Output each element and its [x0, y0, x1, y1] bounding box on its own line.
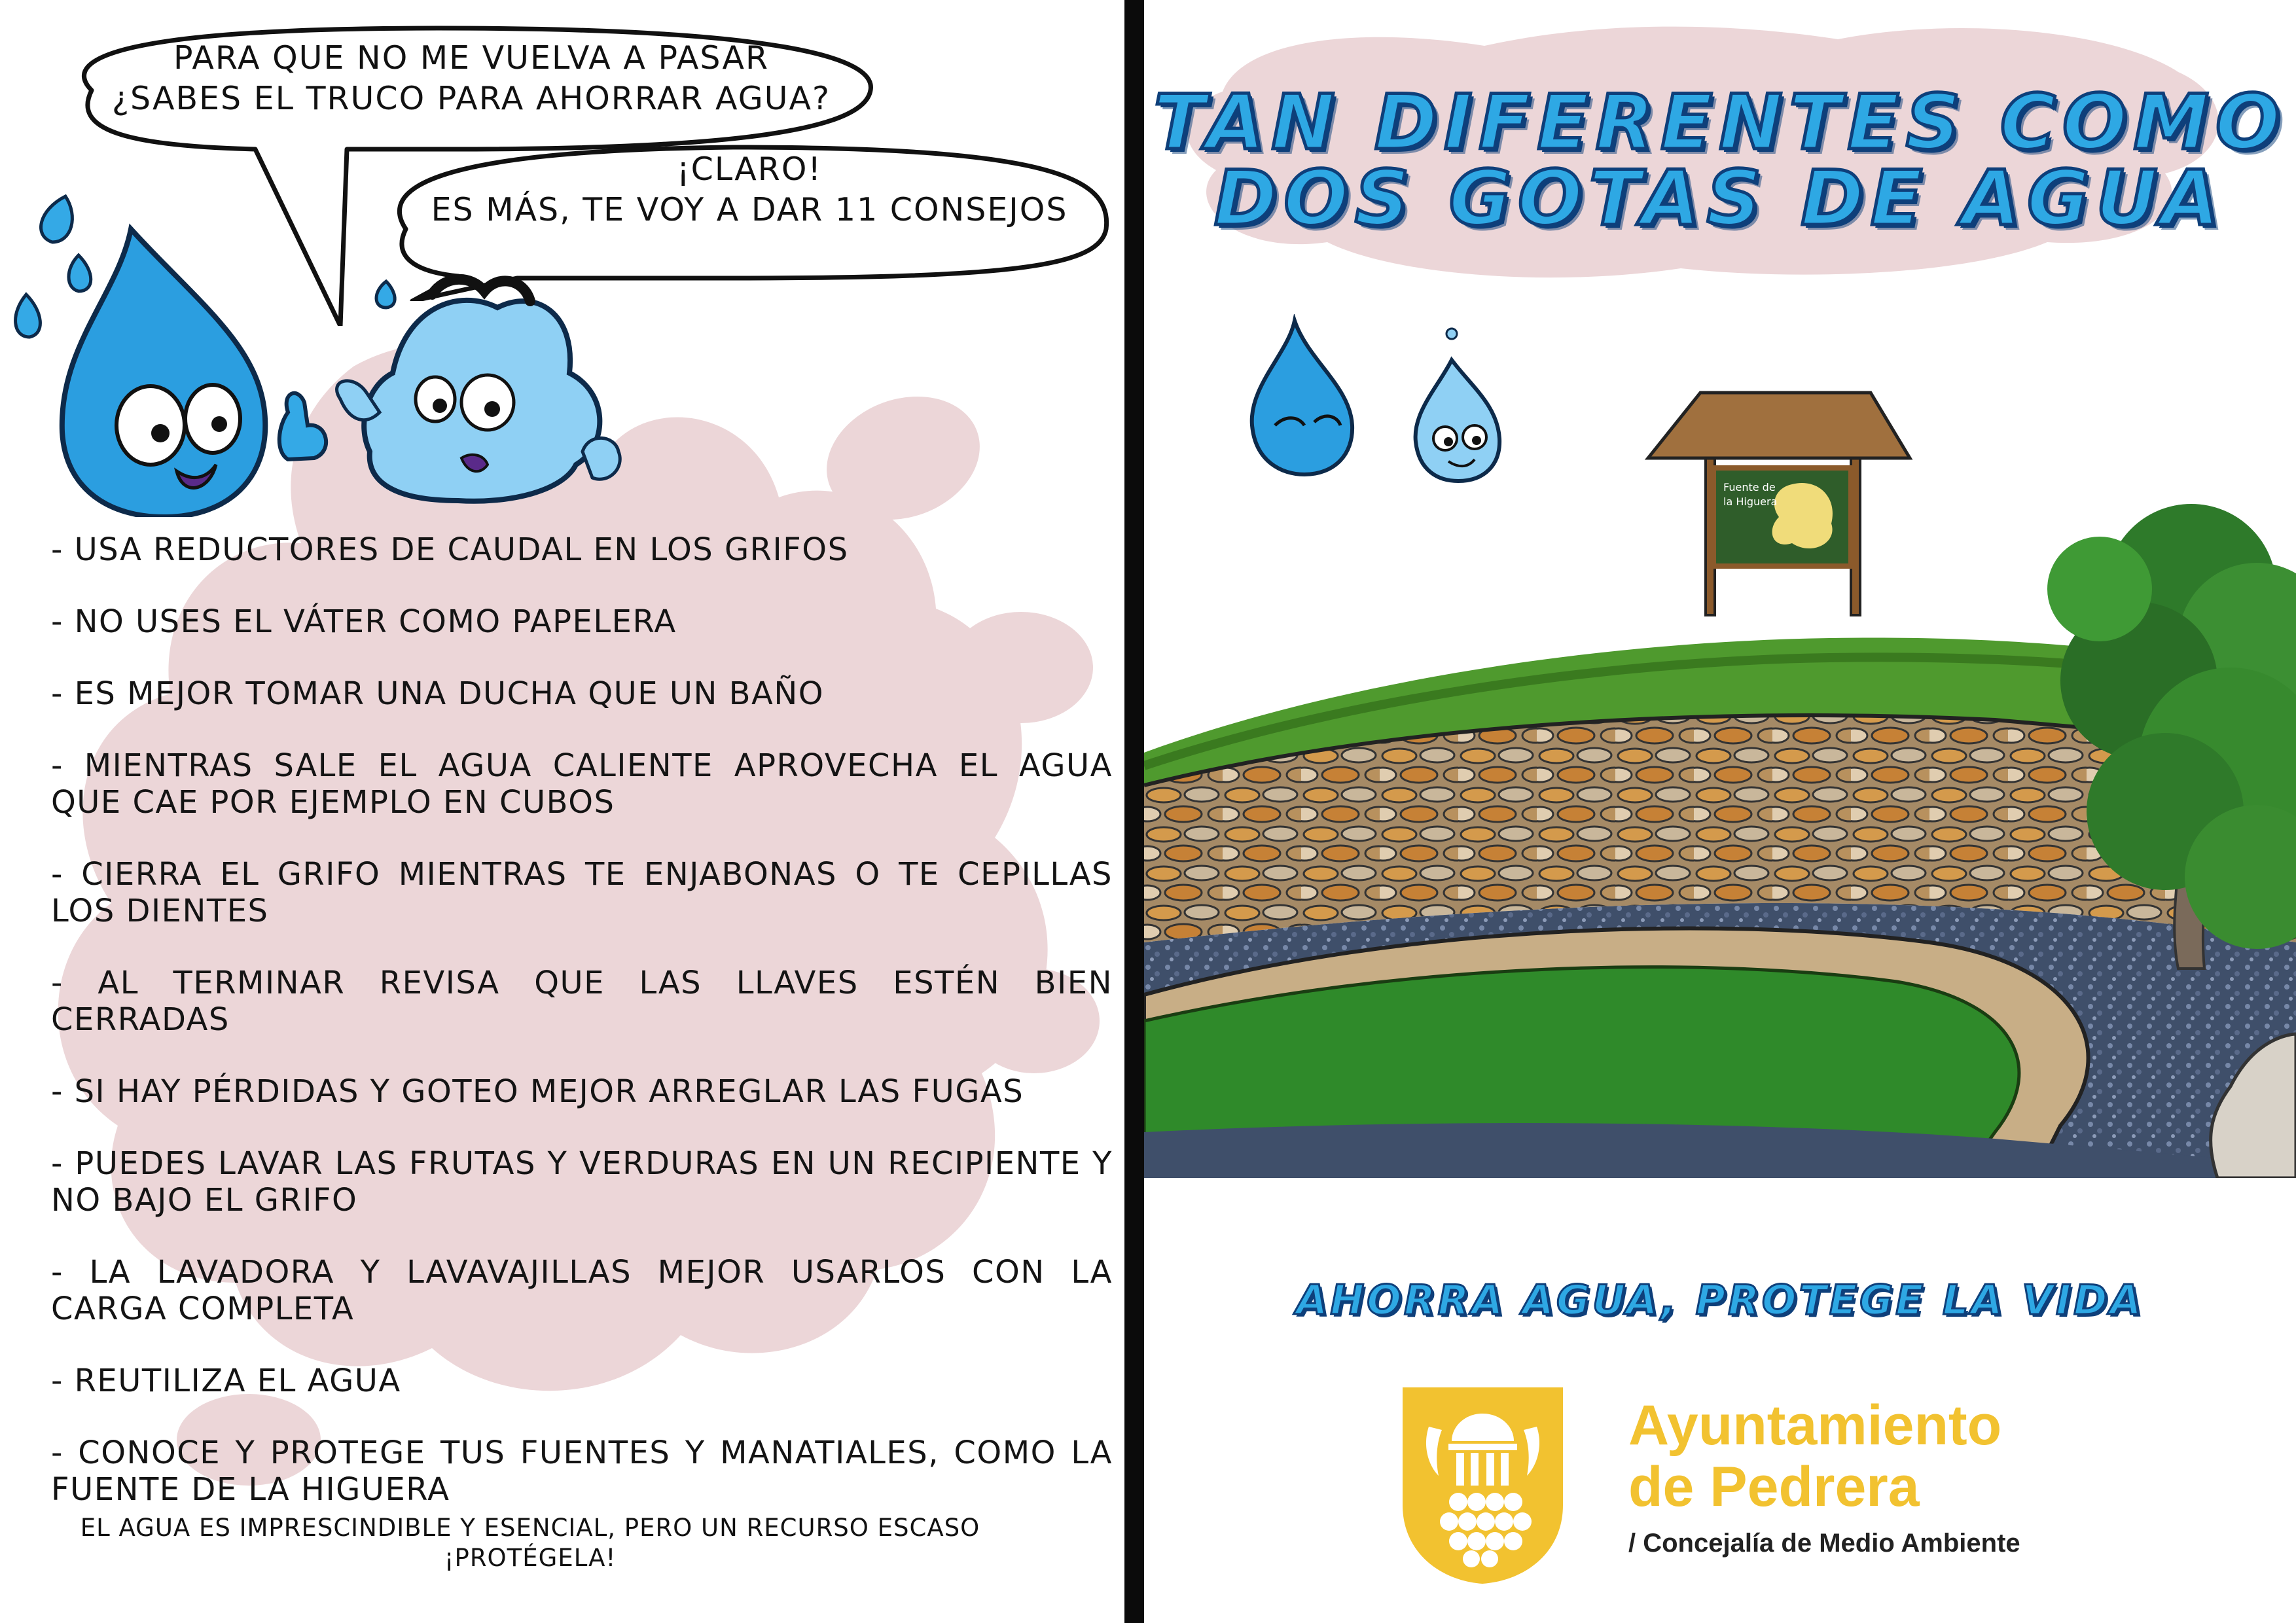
main-title-line1: TAN DIFERENTES COMO: [1153, 79, 2287, 167]
speech-bubble-1-line1: PARA QUE NO ME VUELVA A PASAR: [173, 39, 770, 77]
sky-water-drops: [1252, 321, 1499, 481]
tip-item: - LA LAVADORA Y LAVAVAJILLAS MEJOR USARLOS CON LA CARGA COMPLETA: [51, 1254, 1113, 1327]
tip-item: - REUTILIZA EL AGUA: [51, 1363, 401, 1399]
org-department: / Concejalía de Medio Ambiente: [1628, 1529, 2020, 1558]
left-panel: [0, 0, 1124, 1623]
tip-item: - AL TERMINAR REVISA QUE LAS LLAVES ESTÉN BIEN CERRADAS: [51, 965, 1113, 1038]
tip-item: - USA REDUCTORES DE CAUDAL EN LOS GRIFOS: [51, 531, 849, 568]
tip-item: - NO USES EL VÁTER COMO PAPELERA: [51, 603, 677, 640]
speech-bubble-1-text: [85, 38, 857, 119]
ayuntamiento-shield-logo: [1403, 1387, 1563, 1584]
water-drop-characters: [0, 177, 655, 517]
speech-bubble-2-line1: ¡CLARO!: [676, 151, 823, 188]
speech-bubble-2-line2: ES MÁS, TE VOY A DAR 11 CONSEJOS: [431, 191, 1068, 228]
org-name-line1: Ayuntamiento: [1628, 1394, 2002, 1457]
tip-item: - MIENTRAS SALE EL AGUA CALIENTE APROVECHA EL AGUA QUE CAE POR EJEMPLO EN CUBOS: [51, 747, 1113, 821]
tip-item: - CONOCE Y PROTEGE TUS FUENTES Y MANATIALES, COMO LA FUENTE DE LA HIGUERA: [51, 1435, 1113, 1508]
footer-note-line2: ¡PROTÉGELA!: [444, 1544, 617, 1572]
fuente-sign: [1648, 393, 1910, 615]
footer-note: [52, 1513, 1008, 1573]
org-name-line2: de Pedrera: [1628, 1455, 1920, 1518]
right-panel: [1144, 0, 2296, 1623]
tip-item: - ES MEJOR TOMAR UNA DUCHA QUE UN BAÑO: [51, 675, 825, 712]
tip-item: - PUEDES LAVAR LAS FRUTAS Y VERDURAS EN UN RECIPIENTE Y NO BAJO EL GRIFO: [51, 1145, 1113, 1219]
speech-bubble-1-line2: ¿SABES EL TRUCO PARA AHORRAR AGUA?: [111, 80, 831, 117]
sign-text-line2: la Higuera: [1723, 495, 1778, 508]
landscape-illustration: [1144, 314, 2296, 1178]
sign-text-line1: Fuente de: [1723, 481, 1776, 493]
tip-item: - SI HAY PÉRDIDAS Y GOTEO MEJOR ARREGLAR LAS FUGAS: [51, 1073, 1024, 1110]
center-fold-divider: [1124, 0, 1144, 1623]
slogan: AHORRA AGUA, PROTEGE LA VIDA: [1296, 1276, 2144, 1324]
main-title-line2: DOS GOTAS DE AGUA: [1213, 154, 2227, 243]
tips-list: [51, 531, 1113, 1543]
tip-item: - CIERRA EL GRIFO MIENTRAS TE ENJABONAS O TE CEPILLAS LOS DIENTES: [51, 856, 1113, 929]
water-drop-icon: [62, 229, 265, 517]
footer-note-line1: EL AGUA ES IMPRESCINDIBLE Y ESENCIAL, PERO UN RECURSO ESCASO: [80, 1514, 980, 1542]
